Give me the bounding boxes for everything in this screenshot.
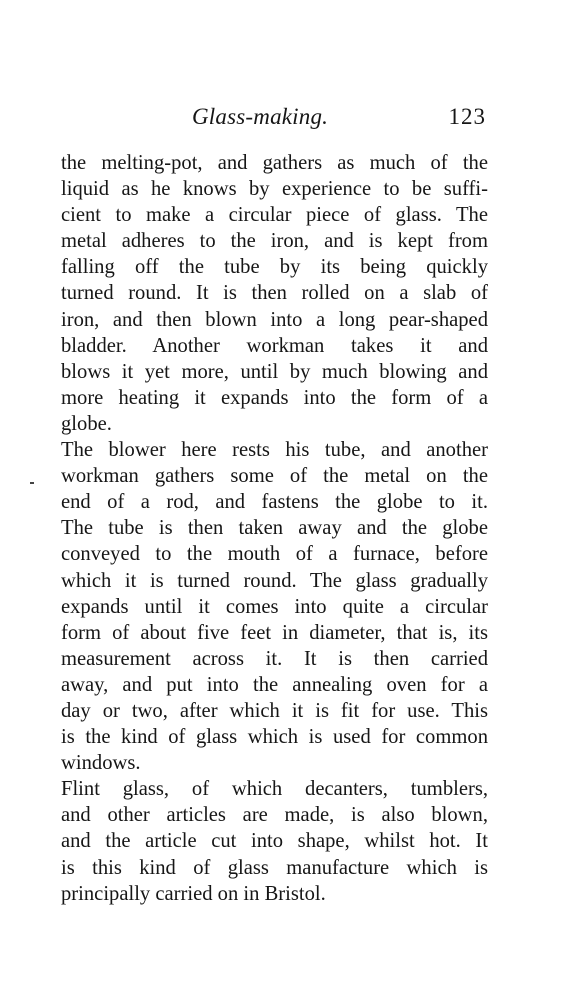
paragraph-3: [61, 776, 488, 906]
text-line: The tube is then taken away and the globe: [61, 517, 488, 540]
text-line: cient to make a circular piece of glass. The: [61, 204, 488, 227]
page-number: 123: [448, 104, 486, 129]
text-line: The blower here rests his tube, and another: [61, 439, 488, 462]
text-line: and the article cut into shape, whilst hot. It: [61, 830, 488, 853]
text-line: the melting-pot, and gathers as much of the: [61, 152, 488, 174]
text-line: more heating it expands into the form of a: [61, 386, 488, 409]
text-line: which it is turned round. The glass gradually: [61, 569, 488, 592]
text-line: falling off the tube by its being quickly: [61, 256, 488, 279]
text-line: measurement across it. It is then carried: [61, 647, 488, 670]
text-line: away, and put into the annealing oven for a: [61, 673, 488, 696]
text-line: principally carried on in Bristol.: [61, 882, 326, 905]
text-line: metal adheres to the iron, and is kept from: [61, 230, 488, 253]
text-line: and other articles are made, is also blown,: [61, 804, 488, 827]
paragraph-2: [61, 437, 488, 776]
text-line: conveyed to the mouth of a furnace, before: [61, 543, 488, 566]
text-line: is the kind of glass which is used for common: [61, 726, 488, 749]
text-line: end of a rod, and fastens the globe to it.: [61, 491, 488, 514]
text-line: blows it yet more, until by much blowing and: [61, 360, 488, 383]
text-line: iron, and then blown into a long pear-shaped: [61, 308, 488, 331]
text-line: windows.: [61, 752, 141, 775]
text-line: bladder. Another workman takes it and: [61, 334, 488, 357]
text-line: is this kind of glass manufacture which is: [61, 856, 488, 879]
running-head: [60, 104, 488, 136]
text-line: turned round. It is then rolled on a slab of: [61, 282, 488, 305]
text-line: globe.: [61, 412, 112, 435]
text-line: Flint glass, of which decanters, tumblers,: [61, 778, 488, 801]
text-line: liquid as he knows by experience to be suffi-: [61, 178, 488, 201]
running-title: Glass-making.: [192, 104, 329, 129]
text-line: form of about five feet in diameter, that is, its: [61, 621, 488, 644]
body-text: [61, 150, 488, 907]
text-line: workman gathers some of the metal on the: [61, 465, 488, 488]
text-line: expands until it comes into quite a circular: [61, 595, 488, 618]
print-speck: [30, 482, 34, 484]
text-line: day or two, after which it is fit for use. This: [61, 699, 488, 722]
paragraph-1: [61, 150, 488, 437]
